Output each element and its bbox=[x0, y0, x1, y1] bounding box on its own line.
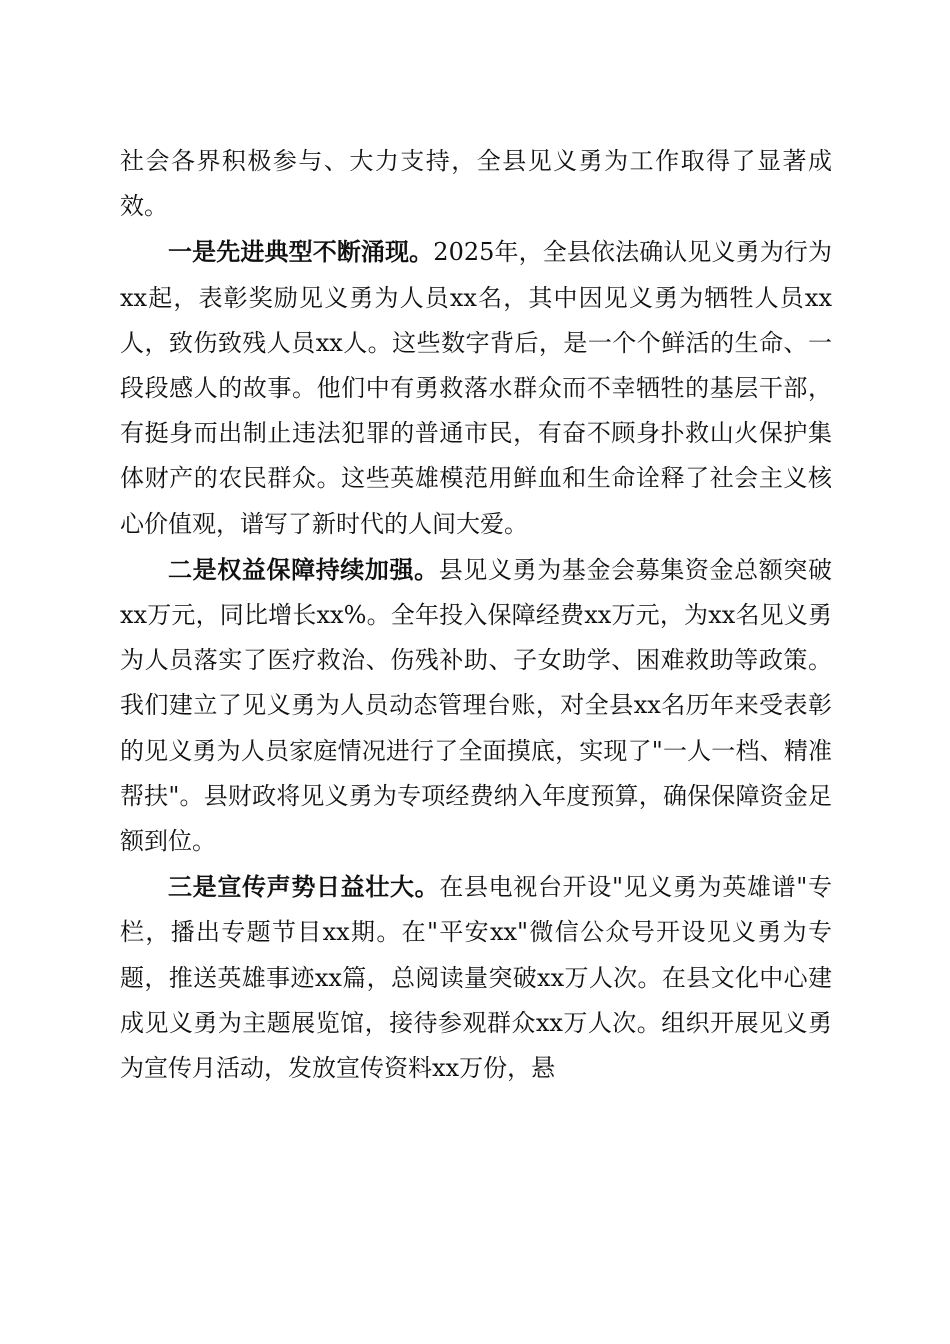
paragraph-intro bbox=[120, 139, 832, 229]
paragraph-lead: 三是宣传声势日益壮大。 bbox=[168, 872, 440, 902]
paragraph-lead: 一是先进典型不断涌现。 bbox=[168, 237, 434, 267]
paragraph-text: 2025年，全县依法确认见义勇为行为xx起，表彰奖励见义勇为人员xx名，其中因见义勇为牺牲人员xx人，致伤致残人员xx人。这些数字背后，是一个个鲜活的生命、一段段感人的故事。他们中有勇救落水群众而不幸牺牲的基层干部，有挺身而出制止违法犯罪的普通市民，有奋不顾身扑救山火保护集体财产的农民群众。这些英雄模范用鲜血和生命诠释了社会主义核心价值观，谱写了新时代的人间大爱。 bbox=[120, 238, 833, 538]
document-body bbox=[120, 139, 832, 1091]
paragraph-advanced-models bbox=[120, 229, 832, 546]
paragraph-text: 社会各界积极参与、大力支持，全县见义勇为工作取得了显著成效。 bbox=[120, 147, 832, 221]
paragraph-text: 县见义勇为基金会募集资金总额突破xx万元，同比增长xx%。全年投入保障经费xx万元，为xx名见义勇为人员落实了医疗救治、伤残补助、子女助学、困难救助等政策。我们建立了见义勇为人员动态管理台账，对全县xx名历年来受表彰的见义勇为人员家庭情况进行了全面摸底，实现了"一人一档、精准帮扶"。县财政将见义勇为专项经费纳入年度预算，确保保障资金足额到位。 bbox=[120, 555, 833, 856]
paragraph-lead: 二是权益保障持续加强。 bbox=[168, 554, 439, 584]
paragraph-text: 在县电视台开设"见义勇为英雄谱"专栏，播出专题节目xx期。在"平安xx"微信公众号开设见义勇为专题，推送英雄事迹xx篇，总阅读量突破xx万人次。在县文化中心建成见义勇为主题展览馆，接待参观群众xx万人次。组织开展见义勇为宣传月活动，发放宣传资料xx万份，悬 bbox=[120, 873, 833, 1083]
paragraph-publicity bbox=[120, 864, 832, 1091]
paragraph-rights-protection bbox=[120, 547, 832, 864]
